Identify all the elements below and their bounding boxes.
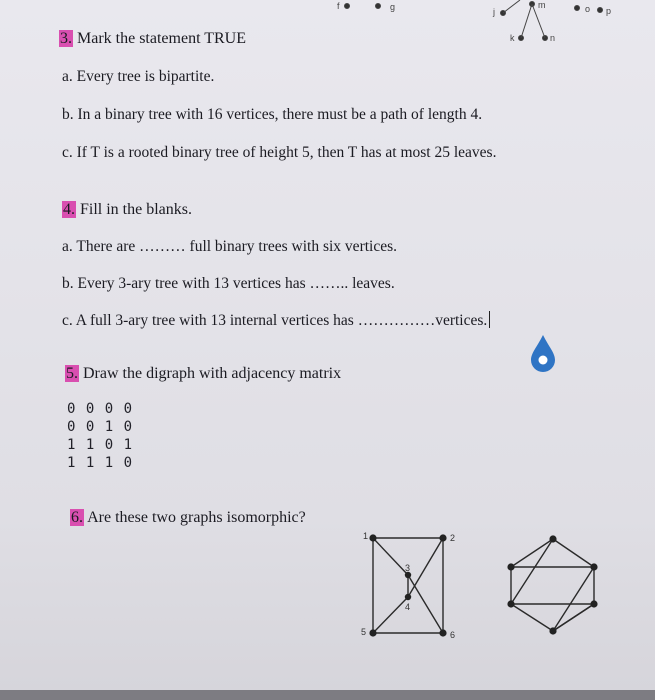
q6-title: Are these two graphs isomorphic? xyxy=(87,509,306,526)
desk-surface xyxy=(0,690,655,700)
q4-heading xyxy=(62,201,192,219)
q4-item-c-text: c. A full 3-ary tree with 13 internal vertices has ……………vertices. xyxy=(62,312,488,329)
vertex-label-1: 1 xyxy=(363,531,369,541)
q5-title: Draw the digraph with adjacency matrix xyxy=(83,365,342,382)
q4-item-c xyxy=(62,311,490,330)
drop-pin-icon[interactable] xyxy=(529,333,557,373)
vertex-label-3: 3 xyxy=(405,563,411,573)
vertex-label-2: 2 xyxy=(450,533,456,543)
frag-label: n xyxy=(550,33,556,43)
frag-label: j xyxy=(493,7,495,17)
q3-item-c: c. If T is a rooted binary tree of height 5, then T has at most 25 leaves. xyxy=(62,144,497,161)
graph-1 xyxy=(355,525,465,650)
q5-heading xyxy=(65,365,341,383)
matrix-row-4: 1 1 1 0 xyxy=(67,455,134,471)
frag-label: o xyxy=(585,4,591,14)
q4-number: 4. xyxy=(63,201,75,218)
frag-label: g xyxy=(390,2,396,12)
q6-heading xyxy=(70,509,306,527)
matrix-row-3: 1 1 0 1 xyxy=(67,437,134,453)
matrix-row-2: 0 0 1 0 xyxy=(67,419,134,435)
q3-item-b: b. In a binary tree with 16 vertices, there must be a path of length 4. xyxy=(62,106,483,123)
q3-item-a: a. Every tree is bipartite. xyxy=(62,68,215,85)
graph-2 xyxy=(500,530,610,640)
q5-number: 5. xyxy=(66,365,78,382)
vertex-label-6: 6 xyxy=(450,630,456,640)
frag-label: m xyxy=(538,0,546,10)
matrix-row-1: 0 0 0 0 xyxy=(67,401,134,417)
vertex-label-4: 4 xyxy=(405,602,411,612)
vertex-label-5: 5 xyxy=(361,627,367,637)
q3-heading xyxy=(59,30,246,48)
frag-label: k xyxy=(510,33,515,43)
text-cursor xyxy=(489,311,490,328)
q3-title: Mark the statement TRUE xyxy=(77,30,246,47)
frag-label: p xyxy=(606,6,612,16)
q4-item-a: a. There are ……… full binary trees with six vertices. xyxy=(62,238,398,255)
q6-number: 6. xyxy=(71,509,83,526)
q3-number: 3. xyxy=(60,30,72,47)
q4-title: Fill in the blanks. xyxy=(80,201,192,218)
frag-label: f xyxy=(337,1,340,11)
q4-item-b: b. Every 3-ary tree with 13 vertices has …….. leaves. xyxy=(62,275,395,292)
